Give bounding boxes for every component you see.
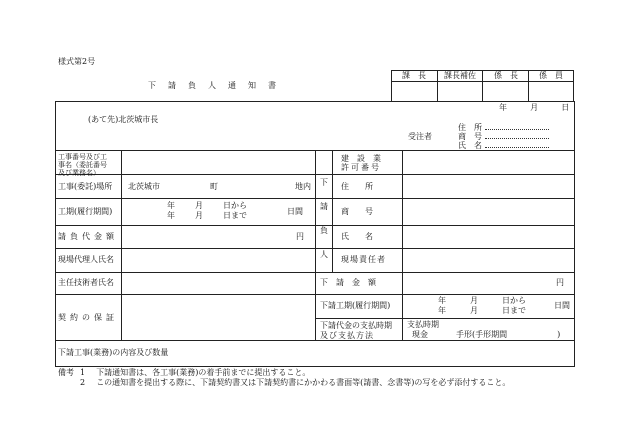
period-to-day: 日まで (223, 211, 247, 220)
contractor-address-label: 住 所 (458, 123, 482, 132)
license-label (341, 154, 381, 172)
period-from-day: 日から (223, 201, 247, 210)
period-from-month: 月 (195, 201, 203, 210)
warranty-label: 契約の保証 (58, 313, 118, 322)
payment-label-line-2: 及び支払方法 (320, 331, 374, 340)
approval-header-section-chief: 課 長 (402, 71, 426, 80)
work-number-label-line-1: 工事番号及び工 (58, 153, 107, 161)
sub-period-to-year: 年 (438, 306, 446, 315)
license-label-line-2: 許可番号 (341, 163, 381, 172)
sub-period-days: 日間 (554, 301, 570, 310)
note-1-number: 1 (80, 368, 86, 377)
sub-period-label: 下請工期(履行期間) (320, 301, 391, 310)
sub-amount-label: 下 請 金 額 (320, 278, 376, 287)
contractor-label: 受注者 (408, 132, 432, 141)
period-to-month: 月 (195, 211, 203, 220)
sub-period-from (438, 297, 526, 305)
notes-head: 備考 (58, 368, 74, 377)
work-period-from (167, 202, 247, 210)
work-number-label (58, 153, 120, 177)
site-manager-label: 現場責任者 (341, 255, 386, 264)
payment-label-line-1: 下請代金の支払時期 (320, 321, 392, 330)
addressee: (あて先)北茨城市長 (88, 115, 159, 124)
contractor-trade-name-line (485, 138, 549, 139)
note-2-number: 2 (80, 378, 86, 387)
location-city: 北茨城市 (128, 182, 160, 191)
work-period-to (167, 212, 247, 220)
location-town: 町 (210, 182, 218, 191)
subcontractor-char-2: 請 (320, 202, 328, 211)
payment-timing-label: 支払時期 (407, 320, 439, 329)
work-content-label: 下請工事(業務)の内容及び数量 (58, 348, 169, 357)
contractor-name-label: 氏 名 (458, 141, 482, 150)
date-year: 年 (499, 103, 507, 112)
sub-address-label: 住 所 (341, 182, 373, 191)
subcontractor-char-3: 負 (320, 226, 328, 235)
approval-header-subsection-chief: 係 長 (494, 71, 518, 80)
note-2-text: この通知書を提出する際に、下請契約書又は下請契約書にかかわる書面等(請書、念書等)の写を必ず添付すること。 (96, 378, 511, 387)
sub-amount-yen: 円 (556, 278, 564, 287)
sub-period-from-year: 年 (438, 296, 446, 305)
work-period-days: 日間 (287, 207, 303, 216)
contractor-name (458, 142, 549, 150)
period-from-year: 年 (167, 201, 175, 210)
note-1-text: 下請通知書は、各工事(業務)の着手前までに提出すること。 (96, 368, 311, 377)
approval-header-deputy-chief: 課長補佐 (444, 71, 476, 80)
work-number-label-line-3: 及び業務名） (58, 169, 100, 177)
work-number-label-line-2: 事名（委託番号 (58, 161, 107, 169)
note-1 (80, 369, 310, 377)
sub-period-from-day: 日から (502, 296, 526, 305)
subcontractor-char-1: 下 (320, 178, 328, 187)
document-title: 下 請 負 人 通 知 書 (148, 81, 278, 90)
site-agent-label: 現場代理人氏名 (58, 255, 114, 264)
note-2 (80, 379, 510, 387)
form-number: 様式第2号 (58, 57, 96, 66)
work-period-label: 工期(履行期間) (58, 207, 113, 216)
payment-close-paren: ) (557, 330, 561, 339)
contractor-address-line (485, 129, 549, 130)
payment-bill: 手形(手形期間 (456, 330, 508, 339)
payment-method-options (412, 331, 560, 339)
chief-engineer-label: 主任技術者氏名 (58, 278, 114, 287)
subcontractor-char-4: 人 (320, 250, 328, 259)
location-within: 地内 (295, 182, 311, 191)
date-month: 月 (530, 103, 539, 112)
sub-period-to (438, 307, 526, 315)
contractor-name-line (485, 147, 549, 148)
license-label-line-1: 建 設 業 (341, 154, 381, 163)
contract-amount-label: 請負代金額 (58, 232, 118, 241)
sub-trade-name-label: 商 号 (341, 207, 373, 216)
sub-name-label: 氏 名 (341, 232, 373, 241)
contractor-address (458, 124, 549, 132)
subcontractor-vertical-label (320, 171, 328, 267)
sub-period-from-month: 月 (470, 296, 478, 305)
payment-label (320, 321, 392, 341)
work-location-label: 工事(委託)場所 (58, 182, 113, 191)
contractor-trade-name (458, 133, 549, 141)
contractor-trade-name-label: 商 号 (458, 132, 482, 141)
payment-cash: 現金 (412, 330, 428, 339)
submission-date (499, 104, 569, 112)
date-day: 日 (561, 103, 570, 112)
contract-amount-yen: 円 (296, 232, 304, 241)
period-to-year: 年 (167, 211, 175, 220)
sub-period-to-day: 日まで (502, 306, 526, 315)
approval-header-staff: 係 員 (539, 71, 563, 80)
sub-period-to-month: 月 (470, 306, 478, 315)
